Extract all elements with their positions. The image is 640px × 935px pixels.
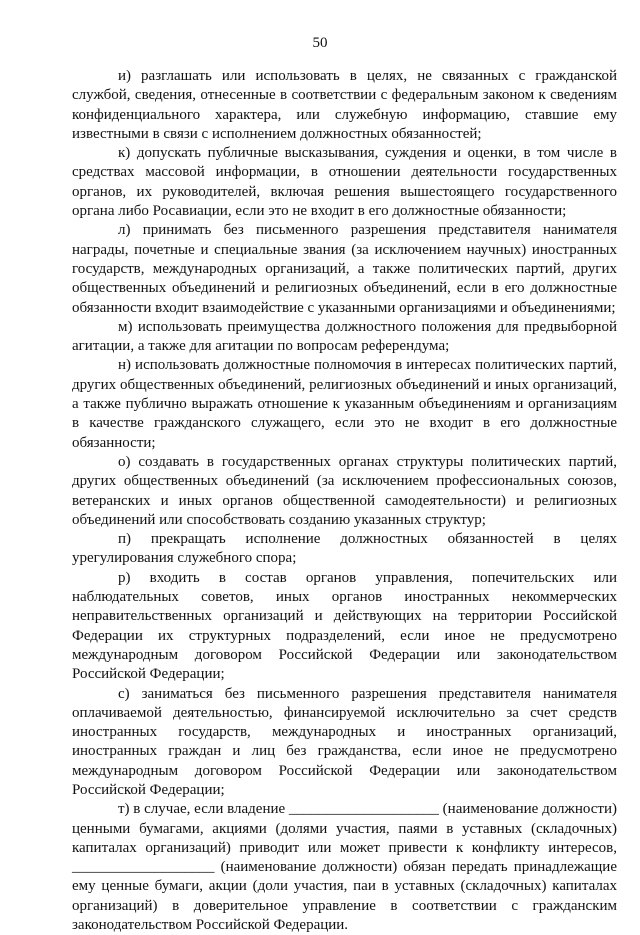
document-body — [72, 67, 617, 935]
paragraph-t: т) в случае, если владение ____________________ (наименование должности) ценными бумагами, акциями (долями участия, паями в уставных (складочных) капиталах организаций) приводит или может привести к конфликту интересов, ___________________ (наименование должности) обязан передать принадлежащие ему ценные бумаги, акции (доли участия, паи в уставных (складочных) капиталах организаций) в доверительное управление в соответствии с гражданским законодательством Российской Федерации. — [72, 801, 617, 934]
page-number: 50 — [312, 35, 328, 51]
paragraph-m: м) использовать преимущества должностного положения для предвыборной агитации, а также для агитации по вопросам референдума; — [72, 318, 617, 355]
paragraph-n: н) использовать должностные полномочия в интересах политических партий, других общественных объединений, религиозных объединений и иных организаций, а также публично выражать отношение к указанным объединениям и организациям в качестве гражданского служащего, если это не входит в его должностные обязанности; — [72, 357, 617, 451]
paragraph-r: р) входить в состав органов управления, попечительских или наблюдательных советов, иных органов иностранных некоммерческих неправительственных организаций и действующих на территории Российской Федерации их структурных подразделений, если иное не предусмотрено международным договором Российской Федерации или законодательством Российской Федерации; — [72, 569, 617, 683]
paragraph-i: и) разглашать или использовать в целях, не связанных с гражданской службой, сведения, отнесенные в соответствии с федеральным законом к сведениям конфиденциального характера, или служебную информацию, ставшие ему известными в связи с исполнением должностных обязанностей; — [72, 68, 617, 142]
paragraph-k: к) допускать публичные высказывания, суждения и оценки, в том числе в средствах массовой информации, в отношении деятельности государственных органов, их руководителей, включая решения вышестоящего государственного органа либо Росавиации, если это не входит в его должностные обязанности; — [72, 145, 617, 220]
paragraph-p: п) прекращать исполнение должностных обязанностей в целях урегулирования служебного спора; — [72, 531, 617, 567]
paragraph-o: о) создавать в государственных органах структуры политических партий, других общественных объединений (за исключением профессиональных союзов, ветеранских и иных органов общественной самодеятельности) и религиозных объединений или способствовать созданию указанных структур; — [72, 453, 617, 528]
paragraph-s: с) заниматься без письменного разрешения представителя нанимателя оплачиваемой деятельностью, финансируемой исключительно за счет средств иностранных государств, международных и иностранных организаций, иностранных граждан и лиц без гражданства, если иное не предусмотрено международным договором Российской Федерации или законодательством Российской Федерации; — [72, 685, 617, 798]
paragraph-l: л) принимать без письменного разрешения представителя нанимателя награды, почетные и специальные звания (за исключением научных) иностранных государств, международных организаций, а также политических партий, других общественных объединений и религиозных объединений, если в его должностные обязанности входит взаимодействие с указанными организациями и объединениями; — [72, 222, 617, 316]
